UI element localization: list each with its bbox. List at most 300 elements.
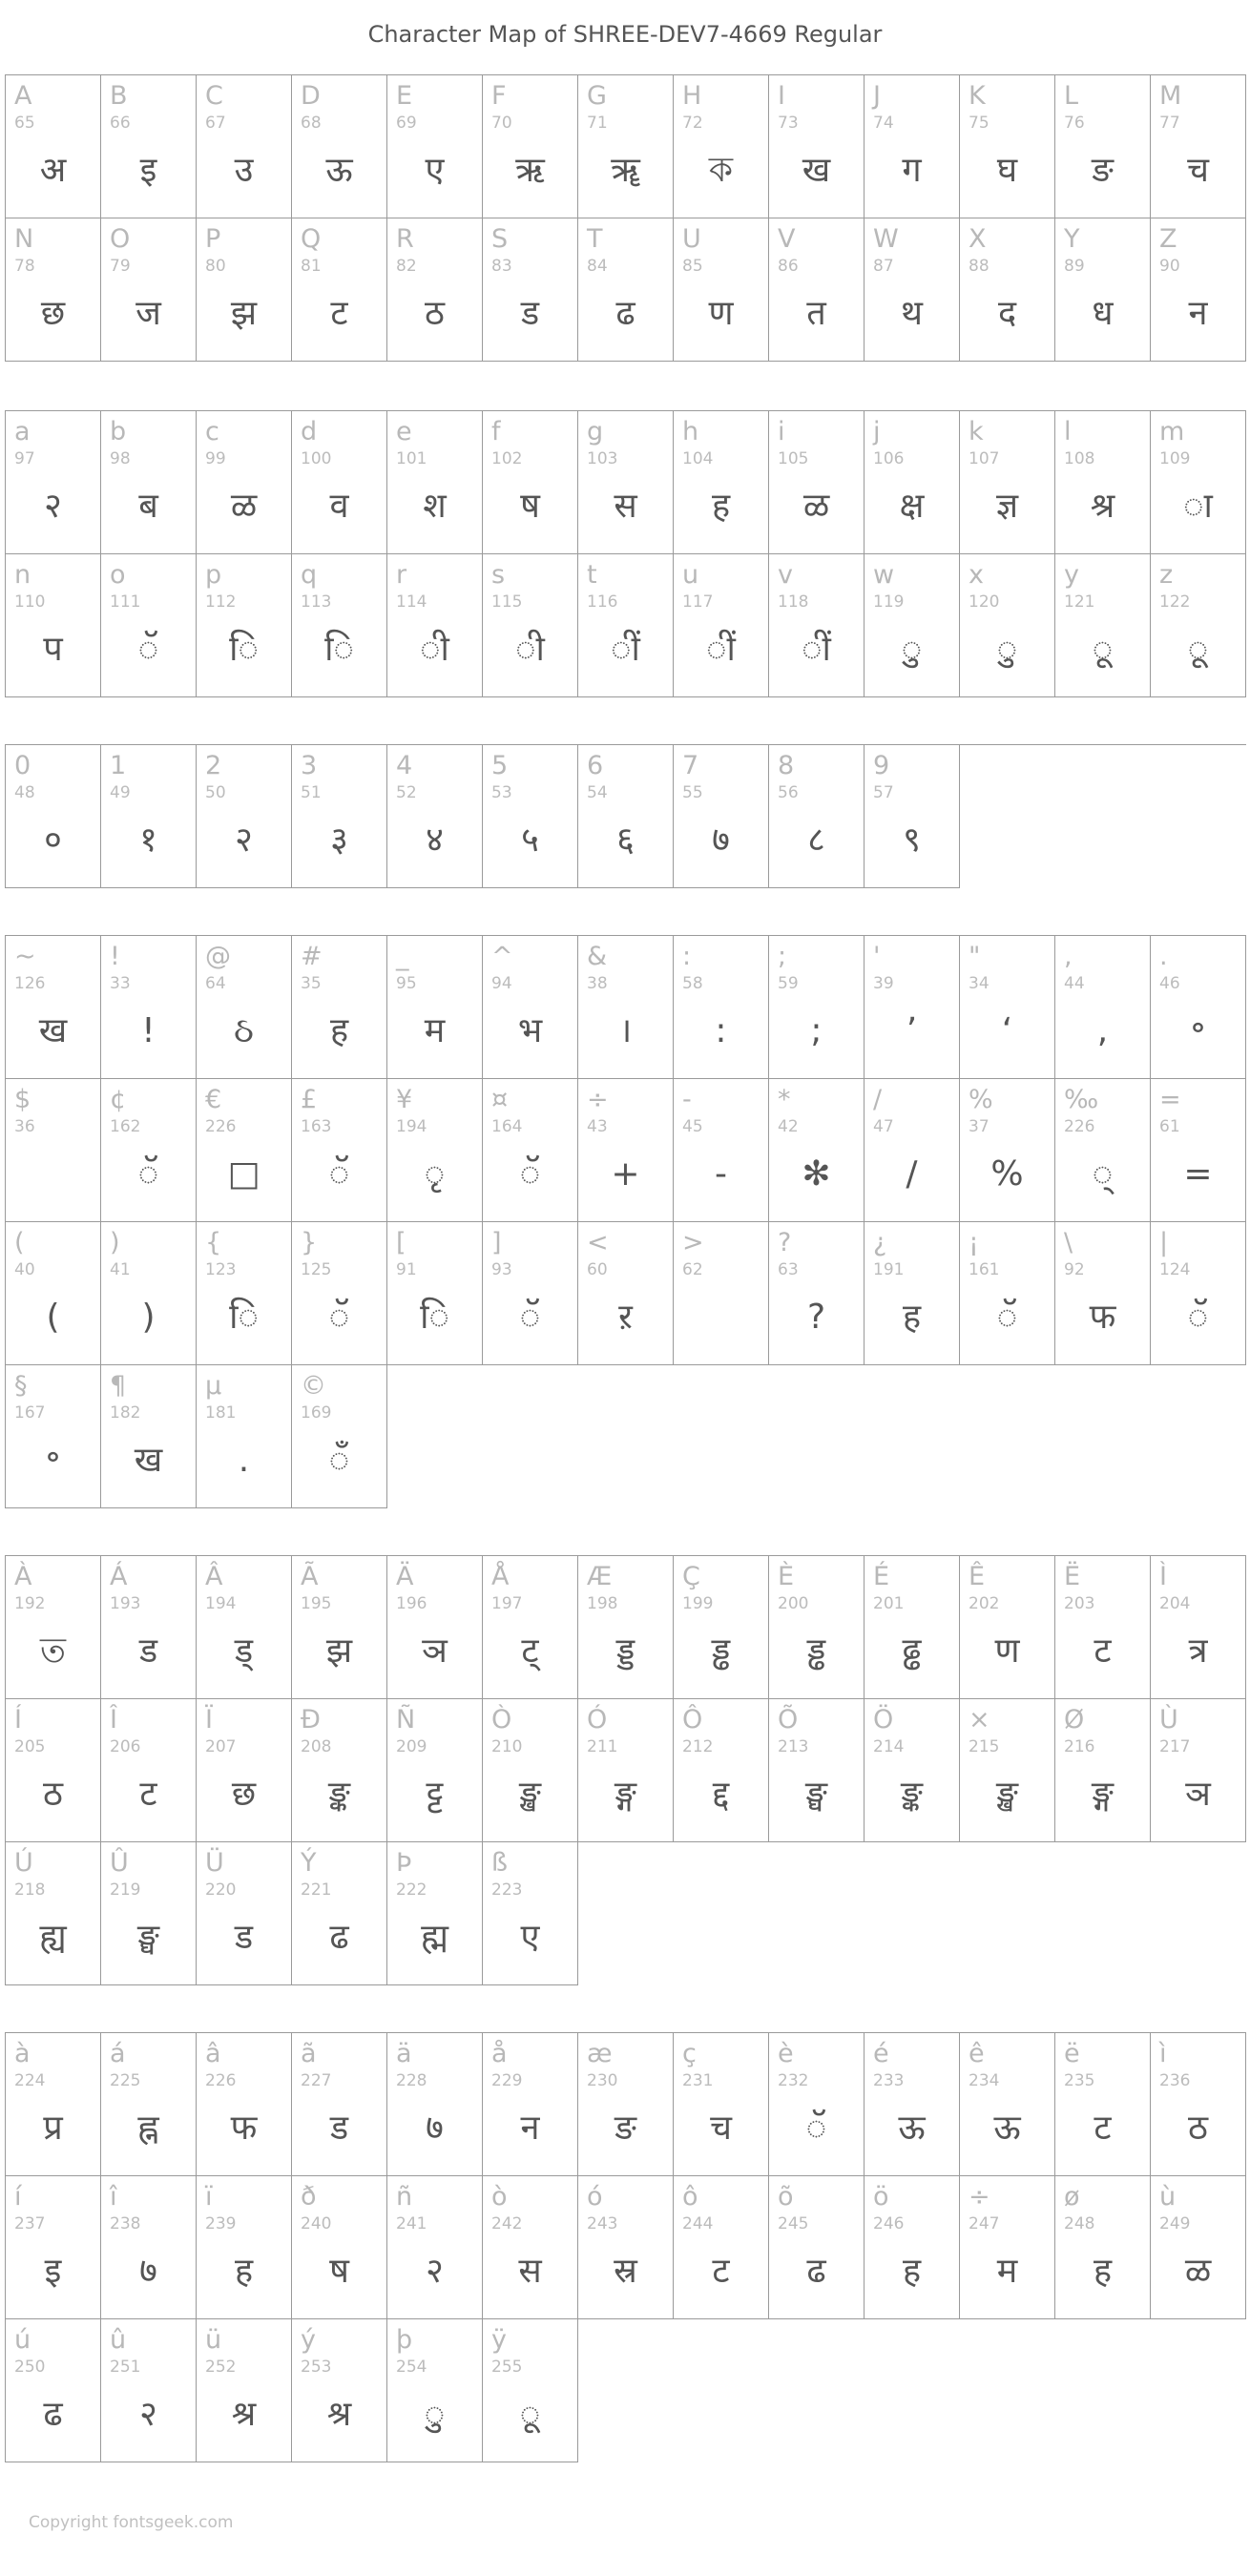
key-character: ú <box>14 2325 31 2355</box>
glyph-cell <box>292 2176 387 2319</box>
glyph-cell <box>387 1699 483 1842</box>
key-character: 3 <box>301 751 318 780</box>
glyph-sample: : <box>715 1011 727 1050</box>
key-character: ¿ <box>873 1228 887 1257</box>
key-character: ÿ <box>491 2325 507 2355</box>
char-code: 101 <box>396 449 427 468</box>
key-character: M <box>1159 81 1182 111</box>
key-character: Ê <box>969 1562 986 1591</box>
char-code: 243 <box>587 2214 618 2233</box>
char-code: 49 <box>110 783 131 802</box>
glyph-sample: ज्ञ <box>995 487 1019 526</box>
glyph-sample: ४ <box>426 821 444 860</box>
key-character: 6 <box>587 751 604 780</box>
key-character: S <box>491 224 509 254</box>
glyph-cell <box>387 554 483 697</box>
glyph-sample: . <box>238 1441 250 1480</box>
glyph-cell <box>1055 2176 1151 2319</box>
key-character: Ç <box>682 1562 700 1591</box>
glyph-cell <box>483 1842 578 1985</box>
glyph-cell <box>197 1556 292 1699</box>
char-code: 119 <box>873 592 905 612</box>
key-character: m <box>1159 417 1185 447</box>
key-character: ¶ <box>110 1371 127 1401</box>
glyph-sample: ॰ <box>1190 1011 1206 1050</box>
char-code: 228 <box>396 2071 427 2090</box>
glyph-sample: / <box>906 1154 918 1194</box>
key-character: K <box>969 81 986 111</box>
glyph-cell <box>769 75 865 218</box>
char-code: 161 <box>969 1260 1000 1279</box>
glyph-cell <box>6 2319 101 2462</box>
key-character: ^ <box>491 942 513 971</box>
glyph-sample: ! <box>141 1011 156 1050</box>
key-character: Á <box>110 1562 128 1591</box>
glyph-cell <box>387 411 483 554</box>
glyph-sample: ट् <box>521 1631 539 1671</box>
char-code: 209 <box>396 1737 427 1756</box>
char-code: 72 <box>682 114 703 133</box>
glyph-sample: ु <box>996 630 1018 669</box>
key-character: Ã <box>301 1562 319 1591</box>
glyph-cell <box>1055 75 1151 218</box>
char-code: 75 <box>969 114 990 133</box>
glyph-cell <box>6 75 101 218</box>
char-code: 73 <box>778 114 799 133</box>
glyph-cell <box>6 1365 101 1508</box>
char-code: 85 <box>682 257 703 276</box>
char-code: 59 <box>778 974 799 993</box>
glyph-sample: ञ <box>1185 1775 1211 1814</box>
glyph-cell <box>197 2033 292 2176</box>
glyph-cell <box>292 1222 387 1365</box>
glyph-sample: ट <box>1094 1631 1112 1671</box>
glyph-cell <box>197 1079 292 1222</box>
glyph-sample: ✻ <box>802 1154 831 1194</box>
key-character: 5 <box>491 751 509 780</box>
key-character: z <box>1159 560 1174 590</box>
char-code: 52 <box>396 783 417 802</box>
char-code: 240 <box>301 2214 332 2233</box>
glyph-sample: ङ्ग <box>1092 1775 1114 1814</box>
glyph-cell <box>1151 411 1246 554</box>
glyph-sample: प <box>43 630 63 669</box>
char-code: 111 <box>110 592 141 612</box>
char-code: 44 <box>1064 974 1085 993</box>
key-character: è <box>778 2039 794 2068</box>
key-character: ü <box>205 2325 222 2355</box>
glyph-cell <box>1151 75 1246 218</box>
glyph-sample: ु <box>424 2395 446 2434</box>
glyph-cell <box>292 411 387 554</box>
glyph-sample: ६ <box>616 821 635 860</box>
char-code: 124 <box>1159 1260 1191 1279</box>
char-code: 242 <box>491 2214 523 2233</box>
key-character: Ü <box>205 1848 224 1878</box>
char-code: 83 <box>491 257 512 276</box>
glyph-sample: ळ <box>802 487 830 526</box>
key-character: ò <box>491 2182 508 2212</box>
char-code: 42 <box>778 1117 799 1136</box>
char-code: 227 <box>301 2071 332 2090</box>
glyph-cell <box>769 218 865 362</box>
char-code: 236 <box>1159 2071 1191 2090</box>
char-code: 94 <box>491 974 512 993</box>
char-code: 45 <box>682 1117 703 1136</box>
key-character: ø <box>1064 2182 1080 2212</box>
glyph-cell <box>292 2319 387 2462</box>
glyph-sample: ह <box>902 2252 922 2291</box>
glyph-cell <box>578 1556 674 1699</box>
glyph-cell <box>1055 1556 1151 1699</box>
glyph-cell <box>769 411 865 554</box>
key-character: c <box>205 417 219 447</box>
key-character: n <box>14 560 31 590</box>
glyph-sample: ट्ट <box>426 1775 444 1814</box>
character-grid-section <box>5 2032 1246 2462</box>
key-character: P <box>205 224 221 254</box>
character-grid-section <box>5 410 1246 697</box>
key-character: å <box>491 2039 508 2068</box>
glyph-sample: ङ्ख <box>519 1775 541 1814</box>
char-code: 58 <box>682 974 703 993</box>
glyph-sample: ॠ <box>611 151 640 190</box>
char-code: 93 <box>491 1260 512 1279</box>
glyph-cell <box>865 1699 960 1842</box>
char-code: 116 <box>587 592 618 612</box>
char-code: 82 <box>396 257 417 276</box>
char-code: 105 <box>778 449 809 468</box>
glyph-cell <box>387 1079 483 1222</box>
glyph-cell <box>6 1079 101 1222</box>
key-character: Ö <box>873 1705 894 1735</box>
glyph-sample: स <box>614 487 637 526</box>
page-title: Character Map of SHREE-DEV7-4669 Regular <box>367 21 883 48</box>
glyph-cell <box>1151 1222 1246 1365</box>
glyph-sample: ५ <box>521 821 539 860</box>
glyph-sample: १ <box>139 821 157 860</box>
glyph-cell <box>960 1222 1055 1365</box>
char-code: 80 <box>205 257 226 276</box>
glyph-sample: ड् <box>234 1631 254 1671</box>
character-grid-section <box>5 935 1246 1508</box>
glyph-sample: ह <box>329 1011 349 1050</box>
key-character: o <box>110 560 126 590</box>
char-code: 206 <box>110 1737 141 1756</box>
char-code: 109 <box>1159 449 1191 468</box>
glyph-sample: द <box>997 294 1017 333</box>
key-character: ! <box>110 942 120 971</box>
char-code: 229 <box>491 2071 523 2090</box>
key-character: 4 <box>396 751 413 780</box>
glyph-sample: ख <box>38 1011 68 1050</box>
key-character: A <box>14 81 32 111</box>
key-character: { <box>205 1228 222 1257</box>
glyph-sample: झ <box>230 294 258 333</box>
glyph-cell <box>578 936 674 1079</box>
glyph-sample: ङ्ख <box>996 1775 1018 1814</box>
key-character: ? <box>778 1228 792 1257</box>
glyph-sample: ह <box>711 487 731 526</box>
char-code: 250 <box>14 2358 46 2377</box>
key-character: Â <box>205 1562 223 1591</box>
char-code: 69 <box>396 114 417 133</box>
glyph-sample: ज <box>135 294 161 333</box>
char-code: 62 <box>682 1260 703 1279</box>
key-character: = <box>1159 1085 1181 1114</box>
glyph-cell <box>578 75 674 218</box>
glyph-sample: ऊ <box>898 2109 926 2148</box>
key-character: I <box>778 81 785 111</box>
char-code: 217 <box>1159 1737 1191 1756</box>
glyph-sample: २ <box>235 821 253 860</box>
char-code: 68 <box>301 114 322 133</box>
char-code: 50 <box>205 783 226 802</box>
glyph-cell <box>197 2176 292 2319</box>
glyph-cell <box>769 1222 865 1365</box>
key-character: J <box>873 81 881 111</box>
key-character: g <box>587 417 604 447</box>
glyph-sample: ह <box>1093 2252 1113 2291</box>
glyph-cell <box>483 554 578 697</box>
char-code: 211 <box>587 1737 618 1756</box>
key-character: W <box>873 224 899 254</box>
glyph-cell <box>1151 1079 1246 1222</box>
glyph-cell <box>1151 1556 1246 1699</box>
key-character: D <box>301 81 321 111</box>
glyph-cell <box>769 2033 865 2176</box>
glyph-cell <box>6 218 101 362</box>
key-character: ¢ <box>110 1085 127 1114</box>
glyph-cell <box>6 1699 101 1842</box>
glyph-sample: ॅ <box>519 1154 541 1194</box>
key-character: [ <box>396 1228 406 1257</box>
glyph-sample: ह्म <box>421 1918 448 1957</box>
key-character: ( <box>14 1228 25 1257</box>
char-code: 163 <box>301 1117 332 1136</box>
key-character: Ë <box>1064 1562 1081 1591</box>
char-code: 70 <box>491 114 512 133</box>
char-code: 233 <box>873 2071 905 2090</box>
char-code: 64 <box>205 974 226 993</box>
glyph-sample: ब <box>138 487 158 526</box>
glyph-cell <box>292 1365 387 1508</box>
char-code: 219 <box>110 1880 141 1900</box>
glyph-cell <box>483 218 578 362</box>
char-code: 102 <box>491 449 523 468</box>
key-character: @ <box>205 942 231 971</box>
glyph-cell <box>769 745 865 888</box>
glyph-cell <box>101 218 197 362</box>
char-code: 247 <box>969 2214 1000 2233</box>
glyph-cell <box>292 1842 387 1985</box>
glyph-sample: % <box>990 1154 1024 1194</box>
glyph-sample: ॅ <box>328 1154 350 1194</box>
key-character: õ <box>778 2182 794 2212</box>
glyph-sample: ह <box>902 1298 922 1337</box>
glyph-sample: ढ <box>615 294 635 333</box>
glyph-cell <box>197 1222 292 1365</box>
glyph-sample: म <box>996 2252 1018 2291</box>
glyph-cell <box>769 1556 865 1699</box>
char-code: 54 <box>587 783 608 802</box>
glyph-sample: ि <box>229 630 259 669</box>
glyph-cell <box>578 2176 674 2319</box>
char-code: 200 <box>778 1594 809 1613</box>
char-code: 55 <box>682 783 703 802</box>
glyph-sample: ड्ड <box>615 1631 635 1671</box>
glyph-sample: ळ <box>230 487 258 526</box>
key-character: E <box>396 81 413 111</box>
key-character: Ð <box>301 1705 321 1735</box>
glyph-sample: ट <box>712 2252 730 2291</box>
glyph-sample: ् <box>1092 1154 1114 1194</box>
key-character: 1 <box>110 751 127 780</box>
key-character: a <box>14 417 31 447</box>
glyph-sample: ? <box>806 1298 826 1337</box>
glyph-cell <box>960 1699 1055 1842</box>
glyph-cell <box>387 1222 483 1365</box>
char-code: 88 <box>969 257 990 276</box>
glyph-cell <box>865 745 960 888</box>
char-code: 164 <box>491 1117 523 1136</box>
char-code: 110 <box>14 592 46 612</box>
glyph-cell <box>674 2176 769 2319</box>
glyph-sample: । <box>618 1011 633 1050</box>
char-code: 162 <box>110 1117 141 1136</box>
glyph-sample: ऊ <box>325 151 353 190</box>
char-code: 254 <box>396 2358 427 2377</box>
char-code: 232 <box>778 2071 809 2090</box>
glyph-sample: इ <box>139 151 157 190</box>
glyph-cell <box>6 1842 101 1985</box>
char-code: 213 <box>778 1737 809 1756</box>
key-character: é <box>873 2039 889 2068</box>
key-character: ó <box>587 2182 603 2212</box>
key-character: R <box>396 224 414 254</box>
glyph-cell <box>292 2033 387 2176</box>
glyph-cell <box>101 411 197 554</box>
char-code: 39 <box>873 974 894 993</box>
glyph-cell <box>197 1365 292 1508</box>
key-character: ; <box>778 942 787 971</box>
glyph-sample: ङ्घ <box>137 1918 159 1957</box>
glyph-cell <box>578 1699 674 1842</box>
glyph-cell <box>1055 554 1151 697</box>
key-character: È <box>778 1562 795 1591</box>
glyph-cell <box>865 411 960 554</box>
glyph-cell <box>674 936 769 1079</box>
key-character: ö <box>873 2182 889 2212</box>
char-code: 120 <box>969 592 1000 612</box>
char-code: 117 <box>682 592 714 612</box>
glyph-cell <box>674 554 769 697</box>
glyph-sample: □ <box>227 1154 260 1194</box>
char-code: 248 <box>1064 2214 1095 2233</box>
glyph-sample: ड <box>520 294 540 333</box>
key-character: ã <box>301 2039 317 2068</box>
char-code: 199 <box>682 1594 714 1613</box>
char-code: 112 <box>205 592 237 612</box>
glyph-sample: ॅ <box>137 630 159 669</box>
glyph-cell <box>865 2176 960 2319</box>
glyph-sample: ठ <box>1188 2109 1208 2148</box>
glyph-sample: स <box>518 2252 542 2291</box>
glyph-sample: ु <box>901 630 923 669</box>
glyph-cell <box>960 2176 1055 2319</box>
glyph-cell <box>197 1699 292 1842</box>
glyph-sample: ઠ <box>234 1011 254 1050</box>
glyph-cell <box>1055 411 1151 554</box>
key-character: ç <box>682 2039 697 2068</box>
char-code: 201 <box>873 1594 905 1613</box>
glyph-sample: स्र <box>614 2252 637 2291</box>
char-code: 218 <box>14 1880 46 1900</box>
glyph-sample: फ <box>230 2109 258 2148</box>
char-code: 95 <box>396 974 417 993</box>
glyph-cell <box>960 75 1055 218</box>
glyph-sample: ढ <box>806 2252 826 2291</box>
char-code: 192 <box>14 1594 46 1613</box>
char-code: 97 <box>14 449 35 468</box>
key-character: t <box>587 560 597 590</box>
char-code: 41 <box>110 1260 131 1279</box>
glyph-cell <box>1151 2033 1246 2176</box>
char-code: 239 <box>205 2214 237 2233</box>
glyph-cell <box>960 411 1055 554</box>
glyph-cell <box>387 2319 483 2462</box>
key-character: % <box>969 1085 993 1114</box>
glyph-cell <box>483 1556 578 1699</box>
glyph-sample: ड्ढ <box>711 1631 731 1671</box>
glyph-cell <box>674 218 769 362</box>
glyph-cell <box>387 218 483 362</box>
glyph-sample: ऋ <box>515 151 545 190</box>
glyph-sample: ी <box>420 630 449 669</box>
glyph-sample: ण <box>708 294 734 333</box>
glyph-sample: ए <box>425 151 445 190</box>
glyph-cell <box>101 1365 197 1508</box>
char-code: 194 <box>205 1594 237 1613</box>
glyph-sample: श्र <box>326 2395 352 2434</box>
glyph-cell <box>960 1079 1055 1222</box>
glyph-cell <box>101 2033 197 2176</box>
glyph-sample: ह्य <box>39 1918 67 1957</box>
glyph-cell <box>6 1556 101 1699</box>
glyph-sample: श्र <box>231 2395 257 2434</box>
glyph-sample: ९ <box>903 821 921 860</box>
key-character: Ô <box>682 1705 703 1735</box>
key-character: Ì <box>1159 1562 1167 1591</box>
char-code: 195 <box>301 1594 332 1613</box>
glyph-cell <box>197 411 292 554</box>
key-character: Ù <box>1159 1705 1178 1735</box>
key-character: U <box>682 224 701 254</box>
glyph-cell <box>865 1556 960 1699</box>
glyph-sample: इ <box>44 2252 62 2291</box>
glyph-sample: ए <box>520 1918 540 1957</box>
glyph-cell <box>960 218 1055 362</box>
char-code: 191 <box>873 1260 905 1279</box>
key-character: À <box>14 1562 32 1591</box>
char-code: 61 <box>1159 1117 1180 1136</box>
glyph-sample: - <box>715 1154 727 1194</box>
key-character: £ <box>301 1085 318 1114</box>
key-character: € <box>205 1085 222 1114</box>
key-character: \ <box>1064 1228 1073 1257</box>
key-character: B <box>110 81 128 111</box>
glyph-cell <box>674 745 769 888</box>
